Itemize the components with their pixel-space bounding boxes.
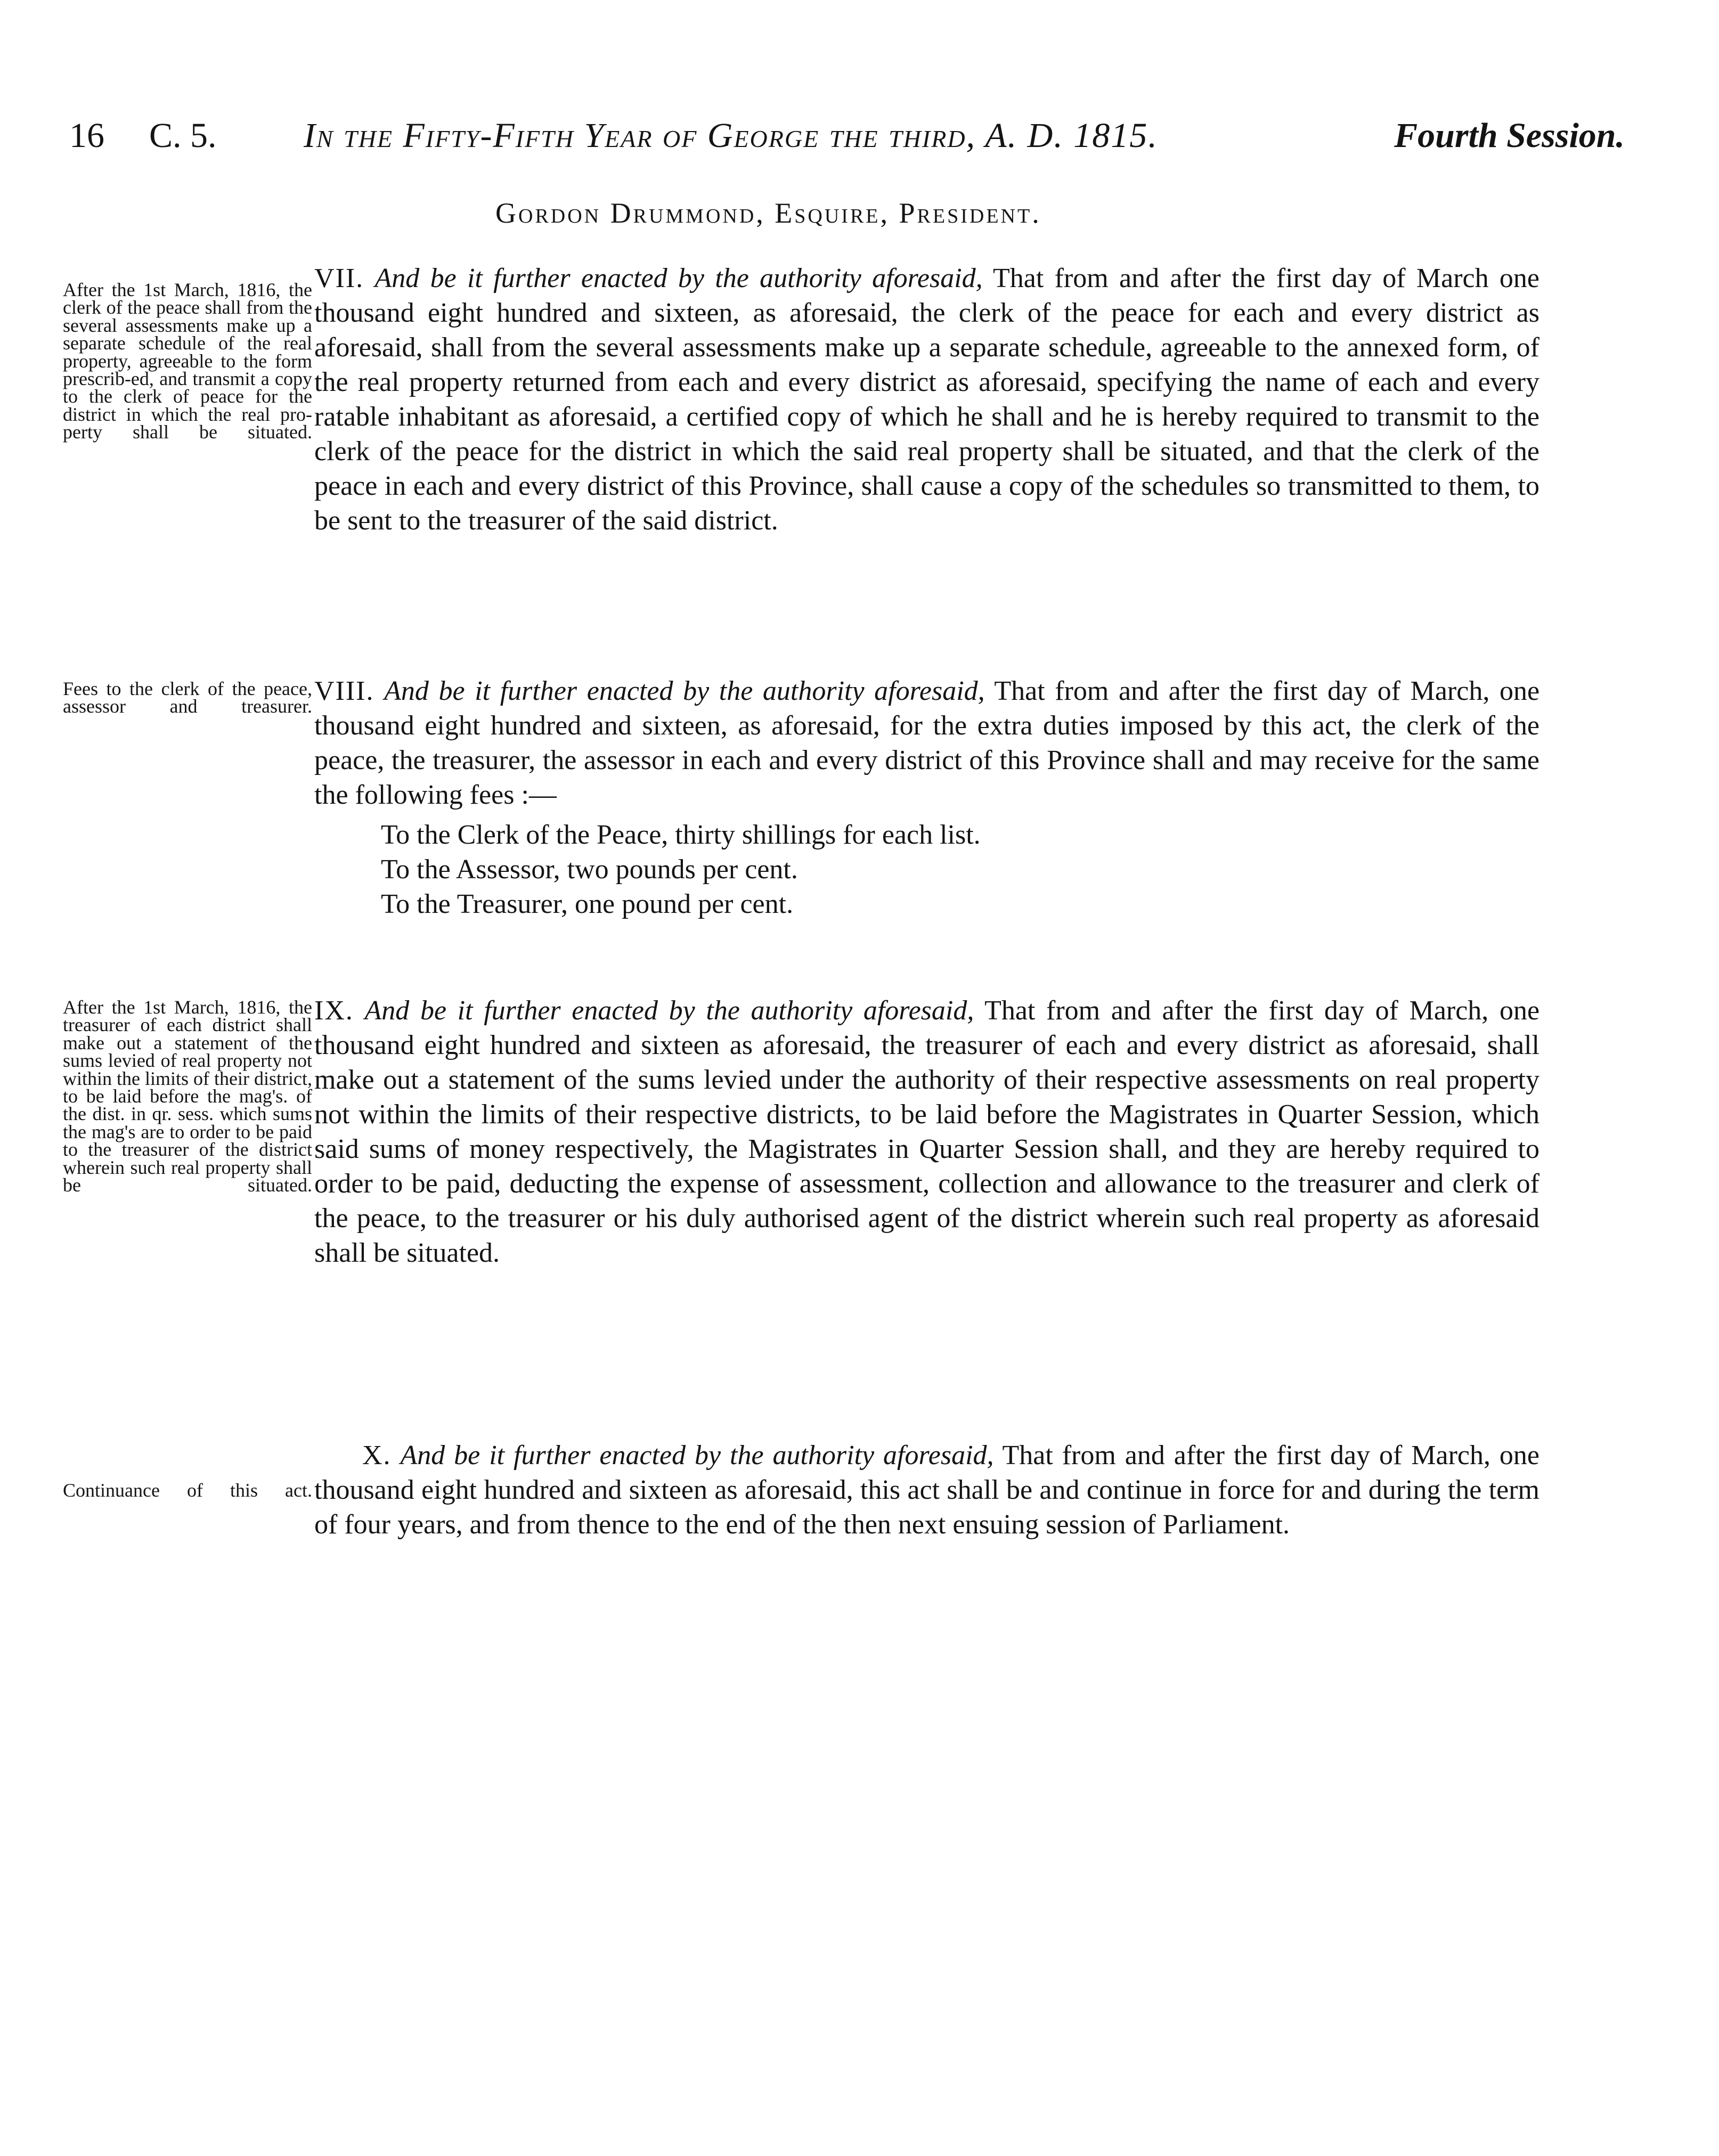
section-body-x [314,1438,1539,1542]
section-text-viii: That from and after the first day of March, one thousand eight hundred and sixteen, as aforesaid, for the extra duties imposed by this act, the clerk of the peace, the treasurer, the assessor in each and every district of this Province shall and may receive for the same the following fees :— [314,676,1540,810]
marginal-note-vii: After the 1st March, 1816, the clerk of the peace shall from the several assessments make up a separate schedule of the real property, agreeable to the form prescrib-ed, and transmit a copy to the clerk of peace for the district in which the real pro-perty shall be situated. [63,279,312,443]
fee-treasurer: To the Treasurer, one pound per cent. [381,889,794,919]
running-title: In the Fifty-Fifth Year of George the third, A. D. 1815. [304,116,1158,155]
enacting-clause-x: And be it further enacted by the authority aforesaid, [400,1440,994,1471]
section-body-ix [314,993,1539,1270]
section-number-x: X. [362,1440,392,1471]
section-body-viii [314,674,1539,921]
page-number: 16 [69,116,104,155]
session-label: Fourth Session. [1394,116,1625,155]
section-text-vii: That from and after the first day of March one thousand eight hundred and sixteen, as aforesaid, the clerk of the peace for each and every district as aforesaid, shall from the several assessments make up a separate schedule, agreeable to the annexed form, of the real property returned from each and every district as aforesaid, specifying the name of each and every ratable inhabitant as aforesaid, a certified copy of which he shall and he is hereby required to transmit to the clerk of the peace for the district in which the said real property shall be situated, and that the clerk of the peace in each and every district of this Province, shall cause a copy of the schedules so transmitted to them, to be sent to the treasurer of the said district. [314,263,1540,536]
marginal-note-viii: Fees to the clerk of the peace, assessor and treasurer. [63,678,312,717]
section-text-ix: That from and after the first day of March, one thousand eight hundred and sixteen as aforesaid, the treasurer of each and every district as aforesaid, shall make out a statement of the sums levied under the authority of their respective assessments on real property not within the limits of their respective districts, to be laid before the Magistrates in Quarter Session, which said sums of money respectively, the Magistrates in Quarter Session shall, and they are hereby required to order to be paid, deducting the expense of assessment, collection and allowance to the treasurer and clerk of the peace, to the treasurer or his duly authorised agent of the district wherein such real property as aforesaid shall be situated. [314,995,1540,1268]
fee-list [381,818,1539,921]
section-body-vii [314,261,1539,538]
marginal-note-ix: After the 1st March, 1816, the treasurer of each district shall make out a statement of the sums levied of real property not within the limits of their district, to be laid before the mag's. of the dist. in qr. sess. which sums the mag's are to order to be paid to the treasurer of the district wherein such real property shall be situated. [63,997,312,1196]
section-text-x: That from and after the first day of March, one thousand eight hundred and sixteen as aforesaid, this act shall be and continue in force for and during the term of four years, and from thence to the end of the then next ensuing session of Parliament. [314,1440,1540,1540]
running-header [69,109,1625,168]
enacting-clause-viii: And be it further enacted by the authority aforesaid, [384,676,985,706]
enacting-clause-ix: And be it further enacted by the authority aforesaid, [364,995,974,1026]
president-line: Gordon Drummond, Esquire, President. [495,197,1041,229]
section-number-vii: VII. [314,263,364,293]
marginal-note-x: Continuance of this act. [63,1480,312,1501]
section-number-viii: VIII. [314,676,374,706]
section-number-ix: IX. [314,995,354,1026]
chapter-reference: C. 5. [149,116,217,155]
fee-assessor: To the Assessor, two pounds per cent. [381,854,798,885]
enacting-clause-vii: And be it further enacted by the authority aforesaid, [374,263,983,293]
fee-clerk: To the Clerk of the Peace, thirty shillings for each list. [381,820,981,850]
